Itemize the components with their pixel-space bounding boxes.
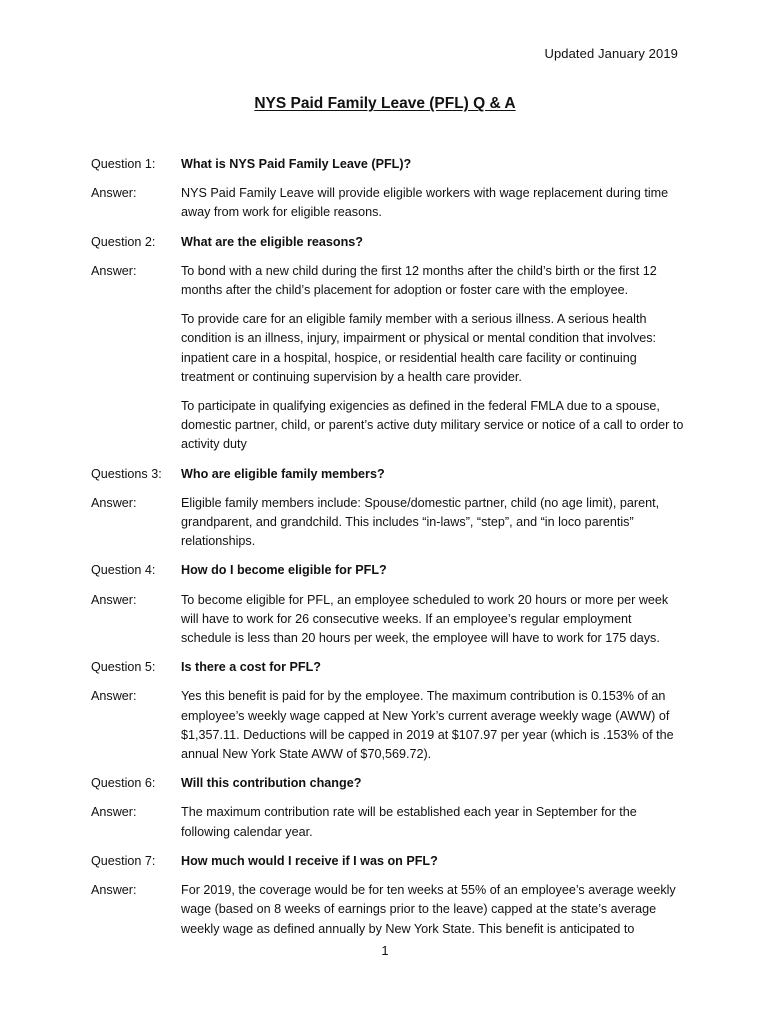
page-title-text: NYS Paid Family Leave (PFL) Q & A	[254, 95, 516, 112]
question-text: Who are eligible family members?	[181, 466, 385, 481]
answer-label: Answer:	[91, 186, 137, 201]
answer-paragraph: To provide care for an eligible family member with a serious illness. A serious health condition is an illness, injury, impairment or physical or mental condition that involves: inpatient care in a hospital, hospice, or residential health care facility or continuing treatment or continuing supervision by a health care provider.	[181, 312, 657, 384]
question-text: What are the eligible reasons?	[181, 234, 363, 249]
qa-list	[91, 155, 684, 949]
question-row	[91, 561, 684, 580]
question-label: Question 2:	[91, 234, 156, 249]
answer-label: Answer:	[91, 263, 137, 278]
updated-date: Updated January 2019	[544, 46, 678, 61]
answer-text: To become eligible for PFL, an employee scheduled to work 20 hours or more per week will have to work for 26 consecutive weeks. If an employee’s regular employment schedule is less than 20 hours per week, the employee will have to work for 175 days.	[181, 592, 669, 646]
question-row	[91, 774, 684, 793]
answer-row	[91, 591, 684, 649]
answer-label: Answer:	[91, 689, 137, 704]
question-text: Is there a cost for PFL?	[181, 660, 321, 675]
answer-text: NYS Paid Family Leave will provide eligible workers with wage replacement during time away from work for eligible reasons.	[181, 186, 669, 220]
answer-label: Answer:	[91, 883, 137, 898]
answer-label: Answer:	[91, 592, 137, 607]
answer-text: Eligible family members include: Spouse/domestic partner, child (no age limit), parent, grandparent, and grandchild. This includes “in-laws”, “step”, and “in loco parentis” relationships.	[181, 495, 660, 549]
question-text: What is NYS Paid Family Leave (PFL)?	[181, 157, 412, 171]
page-title	[0, 95, 770, 113]
answer-text: The maximum contribution rate will be established each year in September for the following calendar year.	[181, 805, 637, 839]
answer-row	[91, 184, 684, 222]
question-row	[91, 852, 684, 871]
question-label: Question 4:	[91, 563, 156, 578]
question-label: Question 7:	[91, 853, 156, 868]
answer-text: Yes this benefit is paid for by the employee. The maximum contribution is 0.153% of an employee’s weekly wage capped at New York’s current average weekly wage (AWW) of $1,357.11. Deductions will be capped in 2019 at $107.97 per year (which is .153% of the annual New York State AWW of $70,569.72).	[181, 689, 674, 762]
question-row	[91, 155, 684, 174]
question-row	[91, 465, 684, 484]
answer-text: For 2019, the coverage would be for ten weeks at 55% of an employee’s average weekly wage (based on 8 weeks of earnings prior to the leave) capped at the state’s average weekly wage as defined annually by New York State. This benefit is anticipated to	[181, 883, 676, 936]
question-row	[91, 233, 684, 252]
question-label: Question 1:	[91, 157, 156, 171]
question-label: Questions 3:	[91, 466, 162, 481]
question-text: How do I become eligible for PFL?	[181, 563, 387, 578]
answer-row	[91, 494, 684, 552]
answer-label: Answer:	[91, 495, 137, 510]
question-text: How much would I receive if I was on PFL?	[181, 853, 438, 868]
question-label: Question 5:	[91, 660, 156, 675]
answer-row	[91, 687, 684, 764]
question-row	[91, 658, 684, 677]
answer-paragraph: To participate in qualifying exigencies as defined in the federal FMLA due to a spouse, domestic partner, child, or parent’s active duty military service or notice of a call to order to activity duty	[181, 399, 684, 452]
answer-row	[91, 262, 684, 300]
question-label: Question 6:	[91, 776, 156, 791]
answer-row	[91, 881, 684, 939]
question-text: Will this contribution change?	[181, 776, 362, 791]
answer-row	[91, 803, 684, 841]
answer-text: To bond with a new child during the first 12 months after the child’s birth or the first 12 months after the child’s placement for adoption or foster care with the employee.	[181, 263, 657, 298]
answer-label: Answer:	[91, 805, 137, 820]
page-number: 1	[381, 943, 389, 958]
